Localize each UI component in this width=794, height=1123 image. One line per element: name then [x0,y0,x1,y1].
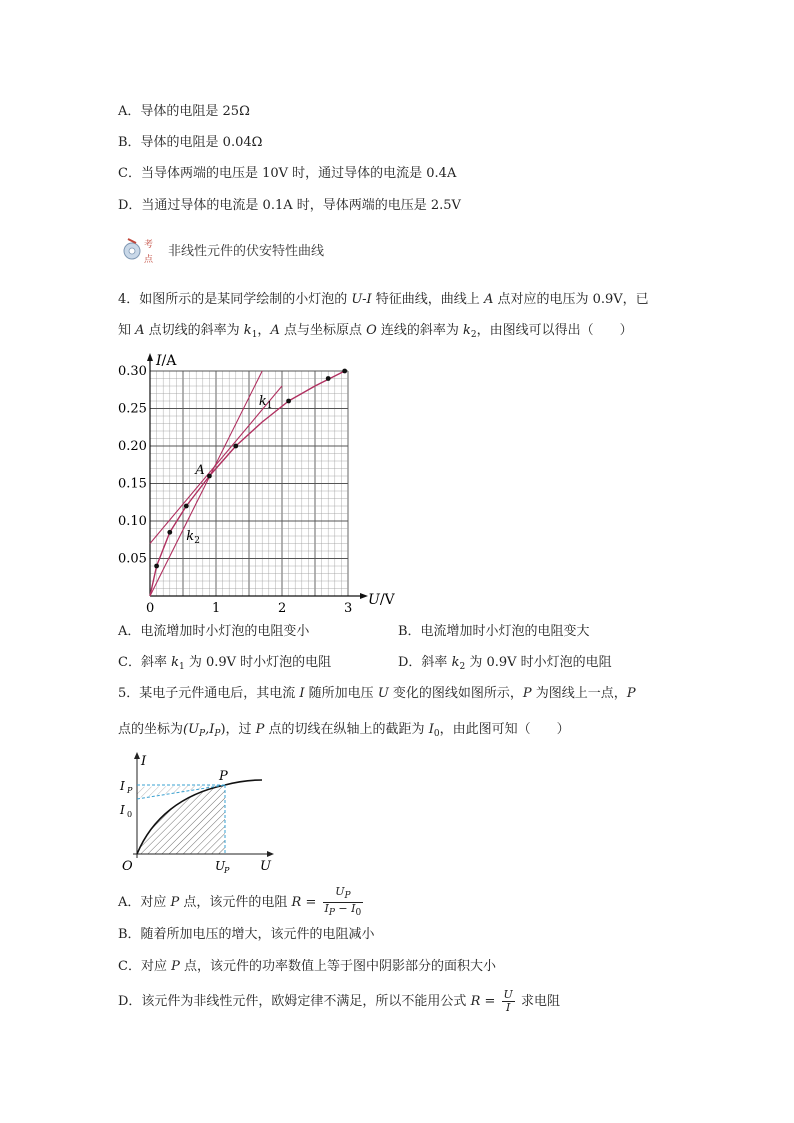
q5-diagram [112,748,282,876]
chart-grid [147,353,368,599]
data-point [286,399,291,404]
diagram-up-sub: P [224,866,230,875]
y-tick-label: 0.05 [118,551,147,567]
y-tick-label: 0.30 [118,364,147,379]
q3-option-b: B．导体的电阻是 0.04Ω [118,135,263,150]
diagram-axis-i: I [141,754,147,769]
k1-label: $k_1$ [258,393,273,411]
y-tick-label: 0.20 [118,439,147,454]
q4-option-a: A．电流增加时小灯泡的电阻变小 [118,624,310,639]
diagram-point-p: P [219,769,228,784]
y-tick-label: 0.10 [118,514,147,529]
q3-option-c: C．当导体两端的电压是 10V 时，通过导体的电流是 0.4A [118,166,457,181]
y-tick-label: 0.25 [118,401,147,417]
x-tick-label: 1 [212,601,221,616]
badge-text-1: 考 [144,240,154,250]
data-point [184,504,189,509]
q5-option-c: C．对应 P 点，该元件的功率数值上等于图中阴影部分的面积大小 [118,959,496,974]
diagram-origin: O [122,859,133,874]
q4-stem-line1: 4．如图所示的是某同学绘制的小灯泡的 U-I 特征曲线，曲线上 A 点对应的电压为 0.9V，已 [118,292,649,307]
q3-option-d: D．当通过导体的电流是 0.1A 时，导体两端的电压是 2.5V [118,198,461,213]
data-point [342,369,347,374]
diagram-ip: I [120,779,125,793]
diagram-axis-u: U [260,859,271,874]
x-tick-label: 2 [278,601,287,616]
data-point [154,564,159,569]
q4-stem-line2: 知 A 点切线的斜率为 $k_1$，A 点与坐标原点 O 连线的斜率为 $k_2$，由图线可以得出（ ） [118,323,633,340]
y-axis-arrow [147,353,153,361]
q3-option-a: A．导体的电阻是 25Ω [118,104,250,119]
q4-option-d: D．斜率 $k_2$ 为 0.9V 时小灯泡的电阻 [398,655,612,672]
q5-option-d: D．该元件为非线性元件，欧姆定律不满足，所以不能用公式 R = $\frac{U}{I}$ 求电阻 [118,988,560,1014]
q4-option-c: C．斜率 $k_1$ 为 0.9V 时小灯泡的电阻 [118,655,332,672]
point-a-label: A [195,463,205,478]
data-point [233,444,238,449]
data-point [207,474,212,479]
diagram-ip-sub: P [127,786,133,795]
section-badge-icon [120,234,160,266]
diagram-up: U [215,859,226,873]
q4-option-b: B．电流增加时小灯泡的电阻变大 [398,624,590,639]
diagram-i0: I [120,803,125,817]
q5-option-b: B．随着所加电压的增大，该元件的电阻减小 [118,927,375,942]
x-axis-arrow [360,593,368,599]
section-heading: 非线性元件的伏安特性曲线 [168,244,325,259]
badge-text-2: 点 [144,255,154,265]
data-point [326,376,331,381]
x-tick-label: 3 [344,601,353,616]
y-axis-label: I/A [156,353,177,369]
diagram-i0-sub: 0 [127,810,133,819]
data-point [167,530,172,535]
k2-label: $k_2$ [186,528,200,546]
q5-stem-line2: 点的坐标为$(U_P,I_P)$，过 P 点的切线在纵轴上的截距为 $I_0$，由此图可知（ ） [118,722,570,739]
x-tick-label: 0 [146,601,155,616]
ohm-fraction: $\frac{U}{I}$ [503,988,513,1014]
x-axis-label: U/V [368,592,395,608]
resistance-fraction: $\frac{U_P}{I_P - I_0}$ [324,885,362,918]
y-tick-label: 0.15 [118,476,147,492]
q5-stem-line1: 5．某电子元件通电后，其电流 I 随所加电压 U 变化的图线如图所示，P 为图线上一点，P [118,686,636,701]
q4-ui-chart [110,348,410,616]
q5-option-a: A．对应 P 点，该元件的电阻 R = $\frac{U_P}{I_P - I_0}$ [118,885,362,918]
